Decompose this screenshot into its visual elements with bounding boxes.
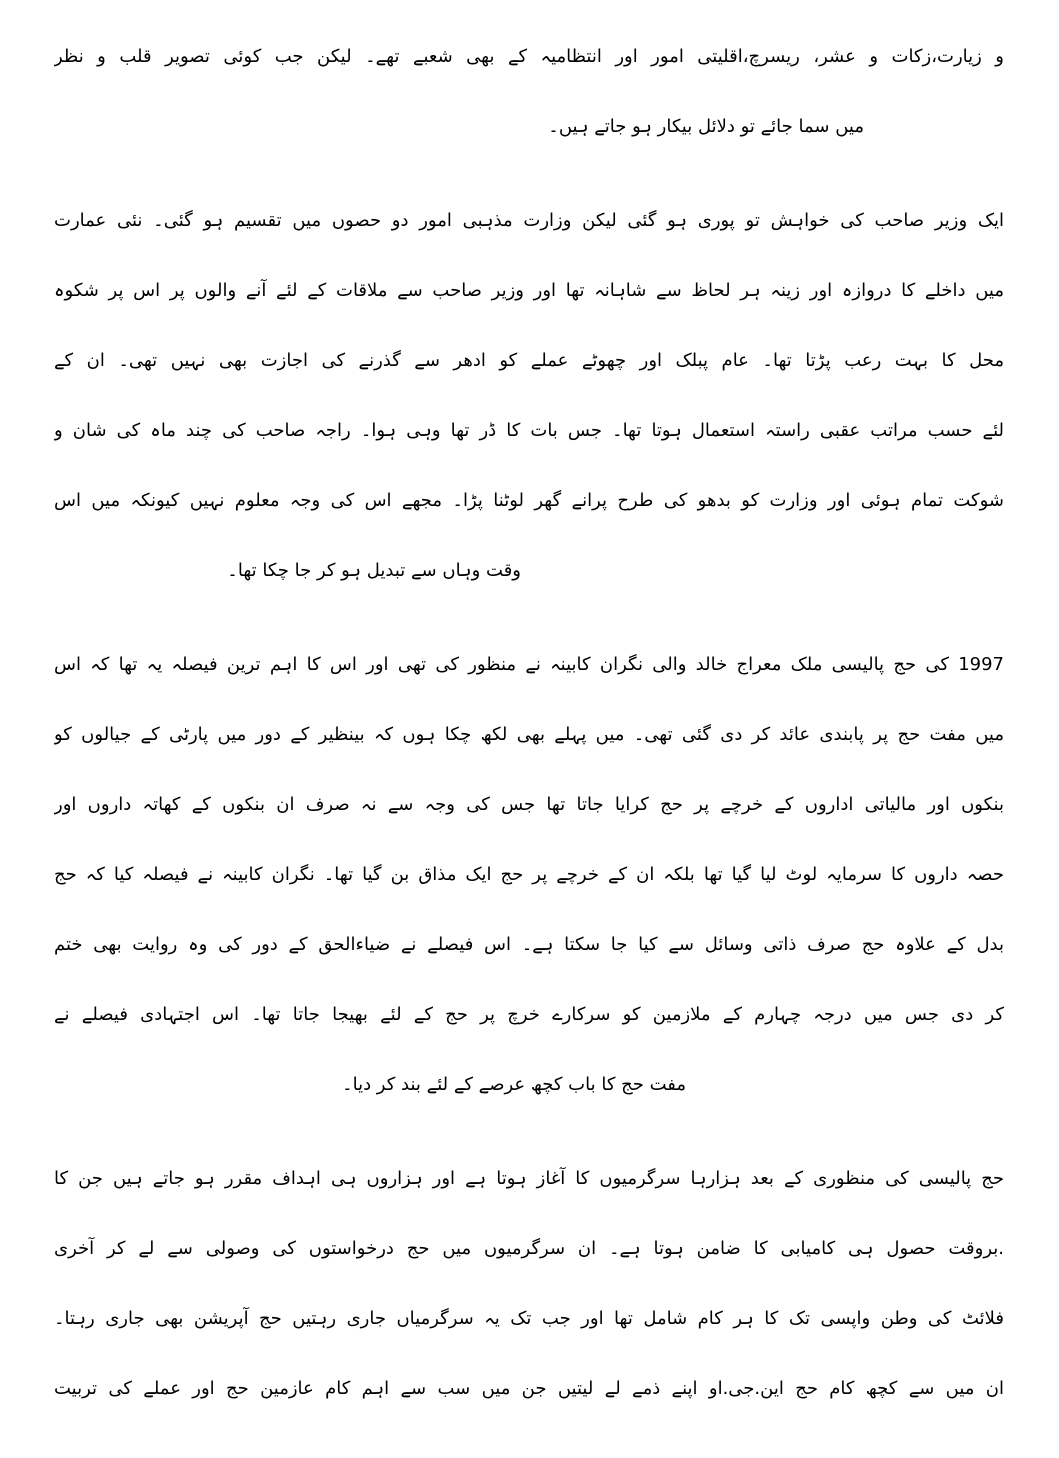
urdu-text-line: ایک وزیر صاحب کی خواہش تو پوری ہو گئی لیکن وزارت مذہبی امور دو حصوں میں تقسیم ہو گئی۔ نئی عمارت: [54, 210, 1004, 231]
paragraph: [54, 630, 1004, 1120]
urdu-text-line: فلائٹ کی وطن واپسی تک کا ہر کام شامل تھا اور جب تک یہ سرگرمیاں جاری رہتیں حج آپریشن بھی جاری رہتا۔: [54, 1308, 1004, 1329]
urdu-text-line: ان میں سے کچھ کام حج این.جی.او اپنے ذمے لے لیتیں جن میں سب سے اہم کام عازمین حج اور عملے کی تربیت: [54, 1378, 1004, 1399]
paragraph: [54, 22, 1004, 162]
paragraph: [54, 1144, 1004, 1424]
urdu-text-line: حج پالیسی کی منظوری کے بعد ہزارہا سرگرمیوں کا آغاز ہوتا ہے اور ہزاروں ہی اہداف مقرر ہو جاتے ہیں جن کا: [54, 1168, 1004, 1189]
urdu-text-line: مفت حج کا باب کچھ عرصے کے لئے بند کر دیا۔: [342, 1074, 686, 1095]
urdu-text-line: لئے حسب مراتب عقبی راستہ استعمال ہوتا تھا۔ جس بات کا ڈر تھا وہی ہوا۔ راجہ صاحب کی چند ماہ کی شان و: [54, 420, 1004, 441]
urdu-text-line: وقت وہاں سے تبدیل ہو کر جا چکا تھا۔: [227, 560, 521, 581]
urdu-text-line: .بروقت حصول ہی کامیابی کا ضامن ہوتا ہے۔ ان سرگرمیوں میں حج درخواستوں کی وصولی سے لے کر آخری: [54, 1238, 1004, 1259]
urdu-text-line: بدل کے علاوہ حج صرف ذاتی وسائل سے کیا جا سکتا ہے۔ اس فیصلے نے ضیاءالحق کے دور کی وہ روایت بھی ختم: [54, 934, 1004, 955]
urdu-text-line: میں داخلے کا دروازہ اور زینہ ہر لحاظ سے شاہانہ تھا اور وزیر صاحب سے ملاقات کے لئے آنے والوں پر اس پر شکوہ: [54, 280, 1004, 301]
urdu-text-line: حصہ داروں کا سرمایہ لوٹ لیا گیا تھا بلکہ ان کے خرچے پر حج ایک مذاق بن گیا تھا۔ نگران کابینہ نے فیصلہ کیا کہ حج: [54, 864, 1004, 885]
urdu-text-line: شوکت تمام ہوئی اور وزارت کو بدھو کی طرح پرانے گھر لوٹنا پڑا۔ مجھے اس کی وجہ معلوم نہیں کیونکہ میں اس: [54, 490, 1004, 511]
paragraph: [54, 186, 1004, 606]
urdu-text-line: و زیارت،زکات و عشر، ریسرچ،اقلیتی امور اور انتظامیہ کے بھی شعبے تھے۔ لیکن جب کوئی تصویر قلب و نظر: [54, 46, 1004, 67]
urdu-text-line: بنکوں اور مالیاتی اداروں کے خرچے پر حج کرایا جاتا تھا جس کی وجہ سے نہ صرف ان بنکوں کے کھاتہ داروں اور: [54, 794, 1004, 815]
urdu-text-line: میں سما جائے تو دلائل بیکار ہو جاتے ہیں۔: [548, 116, 864, 137]
urdu-text-line: میں مفت حج پر پابندی عائد کر دی گئی تھی۔ میں پہلے بھی لکھ چکا ہوں کہ بینظیر کے دور میں پارٹی کے جیالوں کو: [54, 724, 1004, 745]
urdu-text-line: محل کا بہت رعب پڑتا تھا۔ عام پبلک اور چھوٹے عملے کو ادھر سے گذرنے کی اجازت بھی نہیں تھی۔ ان کے: [54, 350, 1004, 371]
urdu-text-line: 1997 کی حج پالیسی ملک معراج خالد والی نگران کابینہ نے منظور کی تھی اور اس کا اہم ترین فیصلہ یہ تھا کہ اس: [54, 654, 1004, 675]
urdu-text-line: کر دی جس میں درجہ چہارم کے ملازمین کو سرکارے خرچ پر حج کے لئے بھیجا جاتا تھا۔ اس اجتہادی فیصلے نے: [54, 1004, 1004, 1025]
